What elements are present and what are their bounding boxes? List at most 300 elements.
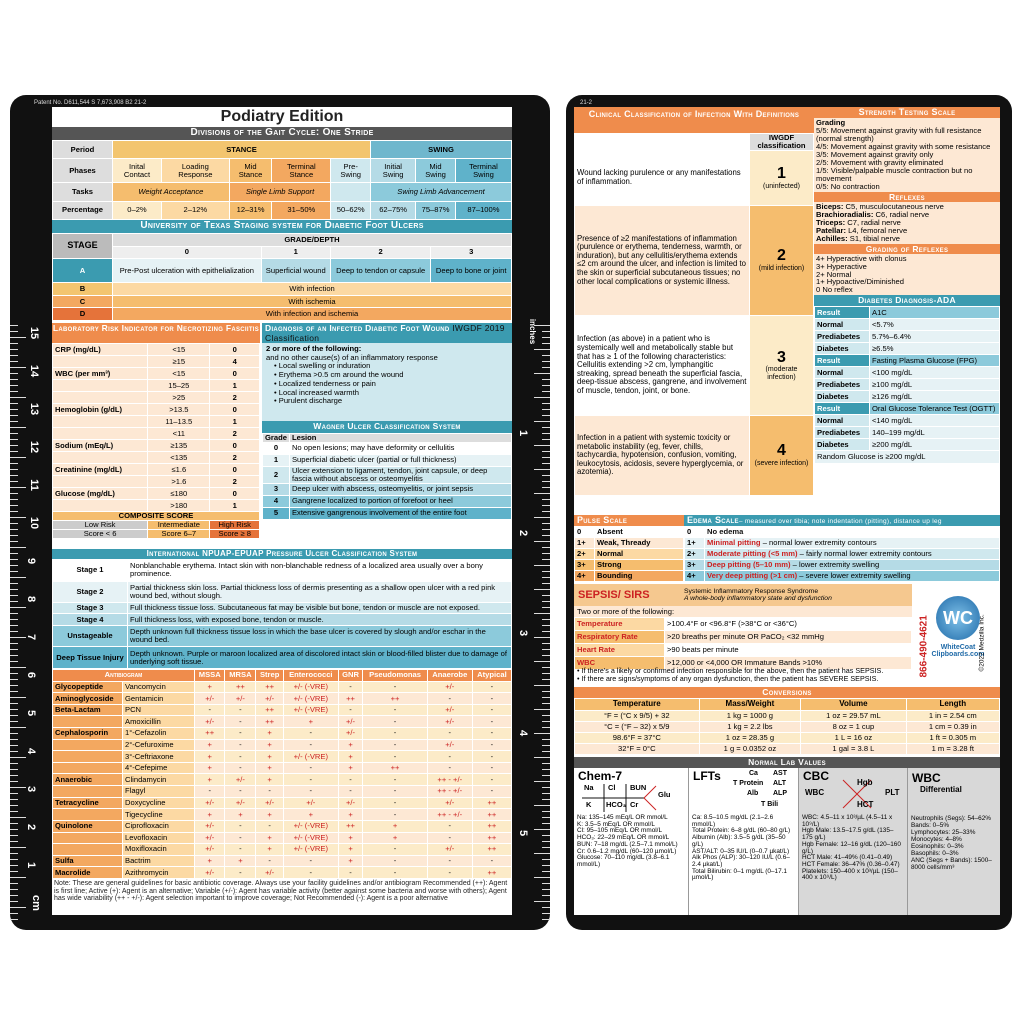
ruler-tick bbox=[542, 679, 550, 680]
lab-score: 2 bbox=[210, 476, 260, 488]
conversions-title: Conversions bbox=[574, 687, 1000, 698]
diag-item: • Erythema >0.5 cm around the wound bbox=[274, 370, 404, 380]
ut-title: University of Texas Staging system for Diabetic Foot Ulcers bbox=[52, 220, 512, 233]
wagner-grade: 5 bbox=[263, 507, 290, 519]
wagner-lesion: No open lesions; may have deformity or cellulitis bbox=[289, 442, 511, 454]
coverage-cell: - bbox=[427, 728, 472, 740]
sirs-value: >90 beats per minute bbox=[665, 644, 912, 657]
ruler-tick bbox=[10, 535, 18, 536]
drug-class: Tetracycline bbox=[53, 797, 123, 809]
lab-name: Glucose (mg/dL) bbox=[53, 488, 148, 500]
coverage-cell: - bbox=[363, 855, 427, 867]
ut-d-cell: With infection and ischemia bbox=[113, 308, 512, 321]
dm-label: Normal bbox=[815, 367, 870, 379]
ruler-tick bbox=[10, 649, 18, 650]
pulse-desc: Weak, Thready bbox=[595, 538, 684, 549]
cci-blank bbox=[575, 134, 750, 151]
phase-cell: Terminal Swing bbox=[455, 159, 511, 183]
coverage-cell: - bbox=[225, 716, 256, 728]
diag-sub: IWGDF 2019 Classification bbox=[265, 323, 505, 343]
ruler-tick bbox=[542, 745, 550, 746]
conv-cell: 8 oz = 1 cup bbox=[801, 721, 906, 732]
coverage-cell: - bbox=[256, 855, 284, 867]
ruler-tick bbox=[10, 385, 18, 386]
coverage-cell: ++ bbox=[225, 681, 256, 693]
ruler-tick bbox=[10, 523, 18, 524]
ruler-number: 15 bbox=[28, 326, 41, 340]
ruler-tick bbox=[534, 541, 550, 542]
brand-name: WhiteCoat Clipboards.com bbox=[931, 644, 985, 658]
brand-block bbox=[914, 584, 1000, 686]
risk-label: Intermediate bbox=[148, 520, 210, 529]
antibiogram-note: Note: These are general guidelines for basic antibiotic coverage. Always use your facility guidelines and/or antibiogram Recommended (++): Agent is first line; Active (+): Agent is an alternative; Variable (+/-): Agent has variable activity (better against some bacteria and worse with others); Agent has wide variability (++ - +/-): Agent selection important to improve coverage; Not Recommended (-): Agent is a poor alternative bbox=[54, 880, 508, 903]
ruler-tick bbox=[542, 715, 550, 716]
ruler-number: 5 bbox=[517, 829, 530, 837]
cci-grade-label: (moderate infection) bbox=[765, 366, 798, 381]
sirs-value: >12,000 or <4,000 OR Immature Bands >10% bbox=[665, 657, 912, 670]
percentage-cell: 31–50% bbox=[272, 201, 331, 219]
npuap-title: International NPUAP-EPUAP Pressure Ulcer Classification System bbox=[52, 549, 512, 559]
ruler-tick bbox=[10, 901, 18, 902]
ruler-tick bbox=[10, 757, 26, 758]
ruler-tick bbox=[10, 775, 18, 776]
drug-class bbox=[53, 762, 123, 774]
ruler-tick bbox=[10, 685, 18, 686]
ruler-number: 12 bbox=[28, 440, 41, 454]
coverage-cell: - bbox=[363, 774, 427, 786]
coverage-cell: ++ bbox=[472, 809, 511, 821]
coverage-cell: +/- bbox=[283, 797, 338, 809]
coverage-cell: ++ - +/- bbox=[427, 809, 472, 821]
ruler-number: 3 bbox=[517, 629, 530, 637]
dm-label: Normal bbox=[815, 319, 870, 331]
lab-range: ≥135 bbox=[148, 440, 210, 452]
lab-name bbox=[53, 416, 148, 428]
left-content bbox=[52, 107, 512, 915]
coverage-cell: + bbox=[195, 762, 225, 774]
ruler-number: 8 bbox=[25, 595, 38, 603]
diag-intro: 2 or more of the following: bbox=[266, 344, 362, 353]
ruler-tick bbox=[542, 433, 550, 434]
ruler-tick bbox=[542, 553, 550, 554]
cci-title: Clinical Classification of Infection With Definitions bbox=[574, 107, 814, 133]
coverage-cell: ++ bbox=[338, 693, 363, 705]
coverage-cell: - bbox=[363, 797, 427, 809]
pulse-desc: Absent bbox=[595, 527, 684, 538]
npuap-desc: Full thickness tissue loss. Subcutaneous fat may be visible but bone, tendon or muscle are not exposed. bbox=[128, 603, 512, 614]
dm-value: A1C bbox=[870, 307, 1000, 319]
ruler-tick bbox=[542, 871, 550, 872]
ruler-tick bbox=[10, 421, 18, 422]
lab-name bbox=[53, 428, 148, 440]
cci-definition: Presence of ≥2 manifestations of inflammation (purulence or erythema, tenderness, warmth, or induration), but any cellulitis/erythema extends ≤2 cm around the ulcer, and infection is limited to the skin or superficial subcutaneous tissues; no other local complications or systemic illness. bbox=[575, 205, 750, 315]
coverage-cell: +/- bbox=[195, 693, 225, 705]
coverage-cell: - bbox=[363, 716, 427, 728]
ruler-tick bbox=[542, 529, 550, 530]
coverage-cell: ++ - +/- bbox=[427, 786, 472, 798]
ruler-tick bbox=[10, 337, 26, 338]
coverage-cell: ++ bbox=[338, 820, 363, 832]
edema-table bbox=[684, 526, 1000, 582]
antibiogram-table bbox=[52, 669, 512, 879]
strength-item: 3/5: Movement against gravity only bbox=[816, 149, 934, 159]
ut-table bbox=[52, 233, 512, 321]
lab-range: 15–25 bbox=[148, 380, 210, 392]
coverage-cell: - bbox=[427, 762, 472, 774]
coverage-cell: ++ bbox=[472, 797, 511, 809]
ruler-tick bbox=[542, 607, 550, 608]
edema-term: Very deep pitting (>1 cm) bbox=[707, 571, 798, 581]
ruler-tick bbox=[10, 415, 18, 416]
dm-value: ≥200 mg/dL bbox=[870, 439, 1000, 451]
coverage-cell: + bbox=[363, 820, 427, 832]
dm-label: Prediabetes bbox=[815, 331, 870, 343]
coverage-cell: ++ bbox=[363, 693, 427, 705]
period-label: Period bbox=[53, 141, 113, 159]
ruler-tick bbox=[534, 565, 550, 566]
coverage-cell: - bbox=[363, 786, 427, 798]
cci-grade: 1 bbox=[777, 164, 786, 182]
coverage-cell: - bbox=[338, 786, 363, 798]
drug-class: Aminoglycoside bbox=[53, 693, 123, 705]
strength-item: 4/5: Movement against gravity with some resistance bbox=[816, 141, 991, 151]
lab-score: 0 bbox=[210, 464, 260, 476]
cci-class bbox=[750, 315, 814, 415]
ruler-tick bbox=[10, 361, 18, 362]
coverage-cell: - bbox=[195, 786, 225, 798]
grade-cell: 2 bbox=[330, 246, 430, 259]
ruler-tick bbox=[542, 835, 550, 836]
ruler-tick bbox=[542, 505, 550, 506]
coverage-cell: - bbox=[225, 762, 256, 774]
cci-definition: Wound lacking purulence or any manifestations of inflammation. bbox=[575, 150, 750, 205]
coverage-cell: - bbox=[225, 832, 256, 844]
ruler-tick bbox=[534, 805, 550, 806]
page-title: Podiatry Edition bbox=[220, 108, 344, 125]
ruler-tick bbox=[10, 865, 18, 866]
ruler-tick bbox=[10, 607, 26, 608]
diag-title: Diagnosis of an Infected Diabetic Foot Wound bbox=[265, 323, 450, 333]
ruler-number: 5 bbox=[25, 709, 38, 717]
grade-cell: 3 bbox=[431, 246, 512, 259]
wagner-lesion: Gangrene localized to portion of forefoot or heel bbox=[289, 495, 511, 507]
coverage-cell: ++ bbox=[256, 704, 284, 716]
reflex-grade-item: 4+ Hyperactive with clonus bbox=[816, 253, 907, 263]
conv-cell: 1 g = 0.0352 oz bbox=[699, 743, 801, 754]
coverage-cell: +/- (-VRE) bbox=[283, 681, 338, 693]
ruler-tick bbox=[10, 373, 18, 374]
cci-grade-label: (uninfected) bbox=[763, 182, 800, 190]
conv-header: Length bbox=[906, 699, 999, 711]
stage-label: STAGE bbox=[53, 234, 113, 259]
drug-class bbox=[53, 832, 123, 844]
ruler-tick bbox=[10, 889, 18, 890]
reflex-grade-item: 0 No reflex bbox=[816, 285, 853, 295]
coverage-cell: + bbox=[338, 832, 363, 844]
ruler-tick bbox=[534, 853, 550, 854]
ruler-tick bbox=[534, 397, 550, 398]
ruler-tick bbox=[542, 523, 550, 524]
coverage-cell: - bbox=[427, 751, 472, 763]
sirs-note-2: • If there are signs/symptoms of any organ dysfunction, then the patient has SEVERE SEPSIS. bbox=[577, 674, 879, 684]
phase-cell: Mid Swing bbox=[416, 159, 456, 183]
strength-item: 5/5: Movement against gravity with full resistance (normal strength) bbox=[816, 125, 982, 143]
ruler-tick bbox=[542, 883, 550, 884]
percentage-cell: 0–2% bbox=[113, 201, 162, 219]
task-cell: Single Limb Support bbox=[229, 183, 331, 201]
coverage-cell: +/- bbox=[195, 797, 225, 809]
dm-value: 140–199 mg/dL bbox=[870, 427, 1000, 439]
coverage-cell: + bbox=[225, 809, 256, 821]
pulse-desc: Bounding bbox=[595, 571, 684, 582]
reflex-grade-item: 3+ Hyperactive bbox=[816, 261, 867, 271]
lab-name: Hemoglobin (g/dL) bbox=[53, 404, 148, 416]
edema-term: No edema bbox=[707, 527, 744, 537]
drug-name: Clindamycin bbox=[123, 774, 195, 786]
coverage-cell: - bbox=[283, 762, 338, 774]
sirs-notes bbox=[574, 667, 914, 685]
ruler-tick bbox=[10, 589, 18, 590]
stage-a: A bbox=[53, 259, 113, 283]
coverage-cell: - bbox=[283, 855, 338, 867]
drug-name: Amoxicillin bbox=[123, 716, 195, 728]
dm-label: Diabetes bbox=[815, 391, 870, 403]
ruler-tick bbox=[542, 391, 550, 392]
coverage-cell: +/- bbox=[427, 716, 472, 728]
task-cell: Swing Limb Advancement bbox=[371, 183, 512, 201]
wagner-grade: 1 bbox=[263, 454, 290, 466]
coverage-cell: - bbox=[225, 786, 256, 798]
cci-grade: 4 bbox=[777, 442, 786, 460]
coverage-cell: - bbox=[427, 867, 472, 879]
npuap-desc: Partial thickness skin loss. Partial thickness loss of dermis presenting as a shallow open ulcer with a red pink wound bed, without slough. bbox=[128, 581, 512, 603]
phase-cell: Inital Contact bbox=[113, 159, 162, 183]
conv-cell: 1 ft = 0.305 m bbox=[906, 732, 999, 743]
coverage-cell: - bbox=[472, 681, 511, 693]
risk-label: Low Risk bbox=[53, 520, 148, 529]
coverage-cell: + bbox=[195, 681, 225, 693]
drug-class: Quinolone bbox=[53, 820, 123, 832]
chem7-values: Na: 135–145 mEq/L OR mmol/L K: 3.5–5 mEq/L OR mmol/L Cl: 95–105 mEq/L OR mmol/L HCO₃: 22–29 mEq/L OR mmol/L BUN: 7–18 mg/dL (2.5–7.1 mmol/L) Cr: 0.6–1.2 mg/dL (60–120 µmol/L) Glucose: 70–110 mg/dL (3.8–6.1 mmol/L) bbox=[577, 814, 678, 869]
ruler-tick bbox=[534, 901, 550, 902]
lab-range: ≤1.6 bbox=[148, 464, 210, 476]
coverage-cell: + bbox=[256, 832, 284, 844]
wbc-sub: Differential bbox=[920, 785, 962, 794]
ruler-tick bbox=[542, 499, 550, 500]
wagner-table bbox=[262, 433, 512, 520]
ruler-tick bbox=[534, 493, 550, 494]
dm-label: Result bbox=[815, 403, 870, 415]
ut-b-cell: With infection bbox=[113, 283, 512, 296]
ruler-tick bbox=[10, 697, 26, 698]
ruler-tick bbox=[10, 787, 26, 788]
lab-score: 4 bbox=[210, 356, 260, 368]
ruler-tick bbox=[534, 613, 550, 614]
cci-grade: 3 bbox=[777, 348, 786, 366]
diag-box bbox=[262, 343, 512, 421]
coverage-cell: - bbox=[472, 693, 511, 705]
coverage-cell: - bbox=[472, 739, 511, 751]
npuap-stage: Stage 1 bbox=[53, 560, 128, 582]
ruler-tick bbox=[10, 397, 26, 398]
coverage-cell: + bbox=[225, 855, 256, 867]
coverage-cell: ++ bbox=[195, 728, 225, 740]
coverage-cell: - bbox=[363, 739, 427, 751]
ruler-tick bbox=[542, 703, 550, 704]
ruler-tick bbox=[542, 337, 550, 338]
drug-name: 1°-Cefazolin bbox=[123, 728, 195, 740]
lab-name: Sodium (mEq/L) bbox=[53, 440, 148, 452]
ruler-tick bbox=[10, 439, 18, 440]
ruler-tick bbox=[10, 595, 18, 596]
lft-diagram: LFTs Ca AST T Protein ALT Alb ALP T Bili bbox=[693, 769, 787, 808]
ruler-tick bbox=[10, 781, 18, 782]
lab-score: 0 bbox=[210, 440, 260, 452]
ruler-tick bbox=[534, 661, 550, 662]
coverage-cell: +/- (-VRE) bbox=[283, 844, 338, 856]
coverage-cell: ++ bbox=[472, 844, 511, 856]
coverage-cell: +/- bbox=[427, 739, 472, 751]
task-cell bbox=[331, 183, 371, 201]
cbc-panel bbox=[799, 768, 908, 915]
ruler-number: 13 bbox=[28, 402, 41, 416]
stage-b: B bbox=[53, 283, 113, 296]
conv-cell: 1 kg = 1000 g bbox=[699, 710, 801, 721]
conv-header: Volume bbox=[801, 699, 906, 711]
drug-class: Cephalosporin bbox=[53, 728, 123, 740]
edema-section bbox=[684, 515, 1000, 583]
coverage-cell: - bbox=[225, 704, 256, 716]
ruler-tick bbox=[10, 805, 18, 806]
drug-name: Vancomycin bbox=[123, 681, 195, 693]
coverage-cell: - bbox=[225, 867, 256, 879]
coverage-cell: + bbox=[338, 762, 363, 774]
lab-range: ≥15 bbox=[148, 356, 210, 368]
ruler-tick bbox=[534, 757, 550, 758]
reflexes-list bbox=[814, 202, 1000, 244]
phase-cell: Loading Response bbox=[161, 159, 229, 183]
antibiogram-col: Enterococci bbox=[283, 670, 338, 682]
ruler-tick bbox=[10, 379, 18, 380]
dm-value: <100 mg/dL bbox=[870, 367, 1000, 379]
drug-class: Beta-Lactam bbox=[53, 704, 123, 716]
ruler-tick bbox=[542, 625, 550, 626]
chem7-diagram: Chem-7 Na Cl BUN Glu K HCO₃ Cr bbox=[574, 768, 688, 814]
coverage-cell: - bbox=[283, 774, 338, 786]
wagner-header: Lesion bbox=[289, 434, 511, 443]
coverage-cell: +/- bbox=[195, 867, 225, 879]
coverage-cell: - bbox=[225, 728, 256, 740]
ruler-tick bbox=[542, 769, 550, 770]
ruler-tick bbox=[542, 913, 550, 914]
wagner-lesion: Deep ulcer with abscess, osteomyelitis, or joint sepsis bbox=[289, 483, 511, 495]
ruler-tick bbox=[10, 511, 18, 512]
diag-item: • Purulent discharge bbox=[274, 396, 343, 406]
ruler-number: 2 bbox=[25, 823, 38, 831]
coverage-cell: - bbox=[363, 809, 427, 821]
coverage-cell: +/- bbox=[225, 797, 256, 809]
coverage-cell: - bbox=[283, 867, 338, 879]
pulse-section bbox=[574, 515, 684, 583]
ruler-tick bbox=[542, 751, 550, 752]
coverage-cell: - bbox=[225, 751, 256, 763]
coverage-cell: + bbox=[256, 728, 284, 740]
ruler-tick bbox=[10, 553, 18, 554]
ruler-tick bbox=[10, 799, 18, 800]
ruler-tick bbox=[10, 733, 18, 734]
ruler-tick bbox=[10, 487, 26, 488]
ruler-tick bbox=[10, 637, 26, 638]
ruler-tick bbox=[542, 427, 550, 428]
wbc-title: WBC bbox=[912, 771, 941, 785]
edema-title: Edema Scale bbox=[687, 515, 739, 525]
coverage-cell: - bbox=[363, 844, 427, 856]
ruler-tick bbox=[10, 631, 18, 632]
lab-range: >1.6 bbox=[148, 476, 210, 488]
coverage-cell: + bbox=[256, 739, 284, 751]
conv-cell: 1 oz = 28.35 g bbox=[699, 732, 801, 743]
cci-definition: Infection (as above) in a patient who is systemically well and metabolically stable but that has ≥ 1 of the following characteristics: Cellulitis extending >2 cm, lymphangitic streaking, spread beneath the superficial fascia, deep-tissue abscess, gangrene, and involvement of muscle, tendon, joint, or bone. bbox=[575, 315, 750, 415]
drug-class bbox=[53, 739, 123, 751]
ruler-number: 2 bbox=[517, 529, 530, 537]
ruler-tick bbox=[10, 343, 18, 344]
ruler-number: 14 bbox=[28, 364, 41, 378]
coverage-cell: ++ bbox=[256, 681, 284, 693]
ruler-tick bbox=[10, 541, 18, 542]
lab-range: >180 bbox=[148, 500, 210, 512]
coverage-cell: - bbox=[283, 739, 338, 751]
ruler-tick bbox=[542, 571, 550, 572]
ruler-tick bbox=[542, 691, 550, 692]
edema-grade: 4+ bbox=[685, 571, 705, 582]
ruler-tick bbox=[10, 715, 18, 716]
conv-cell: 1 kg = 2.2 lbs bbox=[699, 721, 801, 732]
coverage-cell: - bbox=[283, 728, 338, 740]
ruler-tick bbox=[534, 517, 550, 518]
ut-a-cell: Superficial wound bbox=[261, 259, 330, 283]
coverage-cell: - bbox=[427, 693, 472, 705]
ruler-tick bbox=[10, 565, 18, 566]
lab-score: 0 bbox=[210, 488, 260, 500]
sirs-value: >100.4°F or <96.8°F (>38°C or <36°C) bbox=[665, 618, 912, 631]
coverage-cell: - bbox=[338, 867, 363, 879]
strength-list bbox=[816, 127, 998, 191]
coverage-cell: ++ bbox=[472, 867, 511, 879]
ruler-tick bbox=[542, 817, 550, 818]
edema-desc: Deep pitting (5–10 mm) – lower extremity swelling bbox=[705, 560, 1000, 571]
ruler-tick bbox=[542, 667, 550, 668]
diag-item: • Local swelling or induration bbox=[274, 361, 371, 371]
ruler-number: 6 bbox=[25, 671, 38, 679]
risk-score: Score 6–7 bbox=[148, 529, 210, 538]
sirs-label: Heart Rate bbox=[575, 644, 665, 657]
coverage-cell: ++ bbox=[363, 762, 427, 774]
ruler-tick bbox=[10, 703, 18, 704]
percentage-cell: 50–62% bbox=[331, 201, 371, 219]
drug-name: 4°-Cefepime bbox=[123, 762, 195, 774]
lab-name bbox=[53, 476, 148, 488]
antibiogram-col: Strep bbox=[256, 670, 284, 682]
coverage-cell: - bbox=[338, 774, 363, 786]
ruler-tick bbox=[542, 811, 550, 812]
ruler-tick bbox=[534, 829, 550, 830]
reflex-item: Triceps: C7, radial nerve bbox=[816, 217, 901, 227]
sirs-title: SEPSIS/ SIRS bbox=[578, 589, 650, 601]
drug-class bbox=[53, 716, 123, 728]
coverage-cell: + bbox=[283, 809, 338, 821]
ruler-tick bbox=[10, 859, 18, 860]
dm-label: Result bbox=[815, 355, 870, 367]
